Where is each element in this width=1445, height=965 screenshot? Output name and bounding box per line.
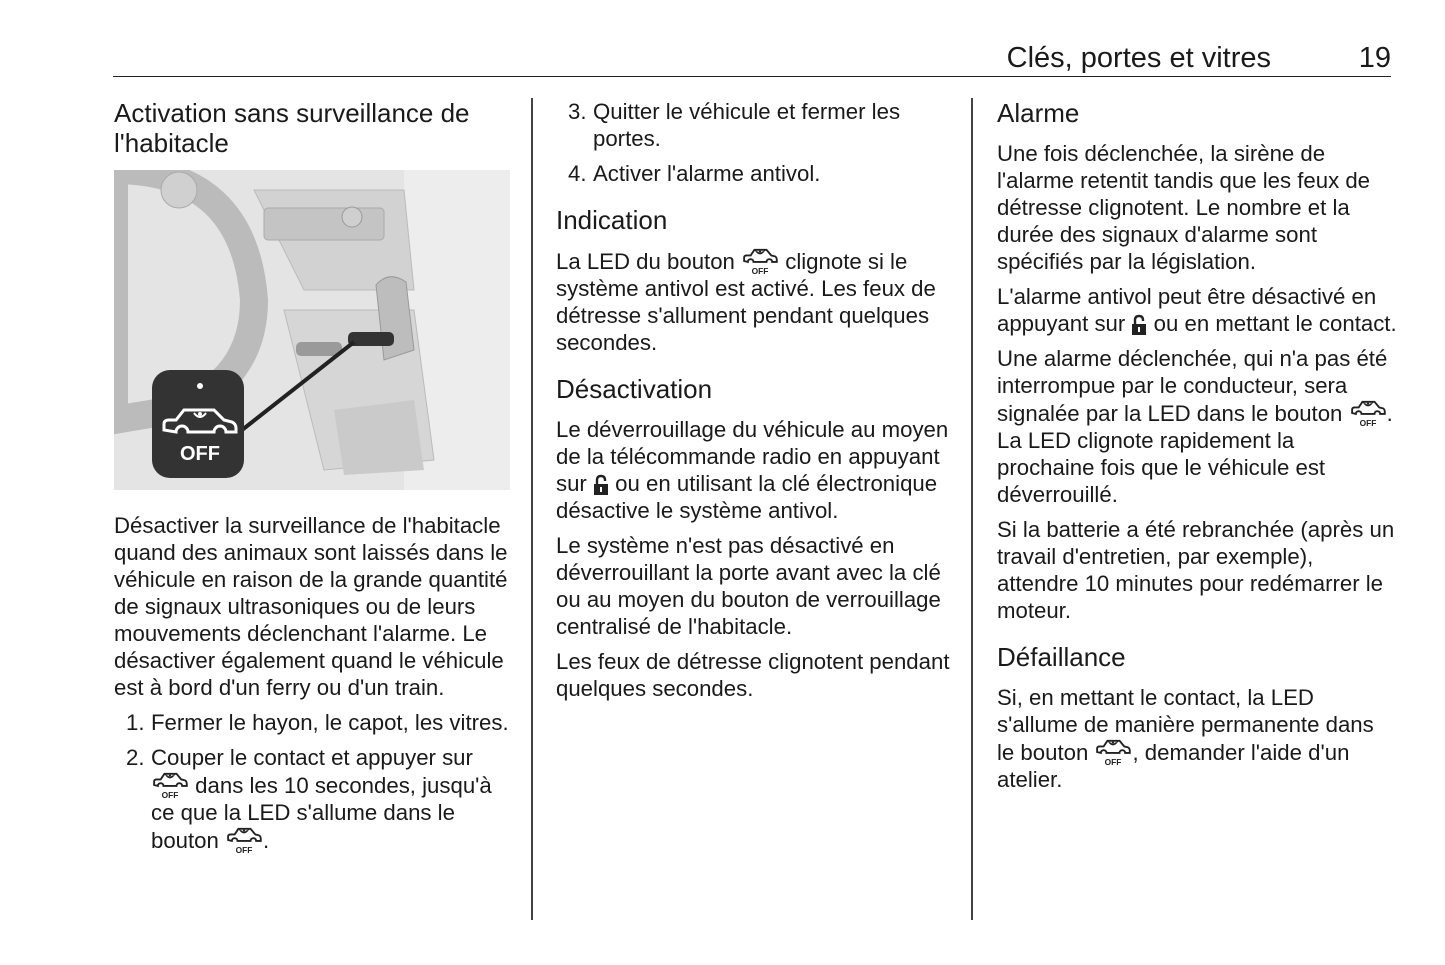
car-alarm-off-icon xyxy=(151,771,189,799)
column-3 xyxy=(997,98,1397,801)
body-paragraph: Une alarme déclenchée, qui n'a pas été interrompue par le conducteur, sera signalée par la LED dans le bouton . La LED clignote rapidement la prochaine fois que le véhicule est déverrouillé. xyxy=(997,346,1393,507)
body-paragraph: Le déverrouillage du véhicule au moyen de la télécommande radio en appuyant sur ou en utilisant la clé électronique désactive le système antivol. xyxy=(556,417,949,523)
body-paragraph: Les feux de détresse clignotent pendant quelques secondes. xyxy=(556,649,950,701)
body-paragraph: Si, en mettant le contact, la LED s'allume de manière permanente dans le bouton , demander l'aide d'un atelier. xyxy=(997,685,1374,792)
body-paragraph: L'alarme antivol peut être désactivé en appuyant sur ou en mettant le contact. xyxy=(997,284,1397,336)
unlock-icon xyxy=(593,473,609,497)
body-paragraph: Désactiver la surveillance de l'habitacle quand des animaux sont laissés dans le véhicule en raison de la grande quantité de signaux ultrasoniques ou de leurs mouvements déclenchant l'alarme. Le désactiver également quand le véhicule est à bord d'un ferry ou d'un train. xyxy=(114,513,508,700)
car-alarm-off-icon xyxy=(1094,738,1132,766)
page-number: 19 xyxy=(1358,42,1391,74)
body-paragraph: Une fois déclenchée, la sirène de l'alarme retentit tandis que les feux de détresse clignotent. Le nombre et la durée des signaux d'alarme sont spécifiés par la législation. xyxy=(997,141,1371,274)
body-paragraph: Le système n'est pas désactivé en déverrouillant la porte avant avec la clé ou au moyen du bouton de verrouillage centralisé de l'habitacle. xyxy=(556,533,941,639)
list-item: 1. Fermer le hayon, le capot, les vitres. xyxy=(126,710,509,735)
section-heading-defaillance: Défaillance xyxy=(997,642,1126,672)
column-divider xyxy=(531,98,533,920)
body-paragraph: La LED du bouton clignote si le système antivol est activé. Les feux de détresse s'allument pendant quelques secondes. xyxy=(556,249,936,355)
svg-text:OFF: OFF xyxy=(180,443,220,465)
car-alarm-off-icon xyxy=(225,826,263,854)
list-item: 2. Couper le contact et appuyer sur dans les 10 secondes, jusqu'à ce que la LED s'allume dans le bouton . xyxy=(114,744,514,854)
section-heading-indication: Indication xyxy=(556,205,668,235)
column-2 xyxy=(556,98,956,710)
unlock-icon xyxy=(1131,313,1147,337)
interior-illustration xyxy=(114,170,510,490)
car-alarm-off-icon xyxy=(1349,399,1387,427)
column-1 xyxy=(114,98,514,864)
steps-list xyxy=(556,98,956,187)
section-heading: Activation sans surveillance de l'habitacle xyxy=(114,98,470,158)
body-paragraph: Si la batterie a été rebranchée (après un travail d'entretien, par exemple), attendre 10 minutes pour redémarrer le moteur. xyxy=(997,517,1395,623)
section-heading-alarme: Alarme xyxy=(997,98,1080,128)
page-header xyxy=(113,40,1391,77)
steps-list xyxy=(114,709,514,854)
list-item: 3. Quitter le véhicule et fermer les portes. xyxy=(568,99,901,151)
column-divider xyxy=(971,98,973,920)
section-heading-desactivation: Désactivation xyxy=(556,374,713,404)
chapter-title: Clés, portes et vitres xyxy=(1006,42,1271,74)
list-item: 4. Activer l'alarme antivol. xyxy=(568,161,821,186)
car-alarm-off-icon xyxy=(741,247,779,275)
